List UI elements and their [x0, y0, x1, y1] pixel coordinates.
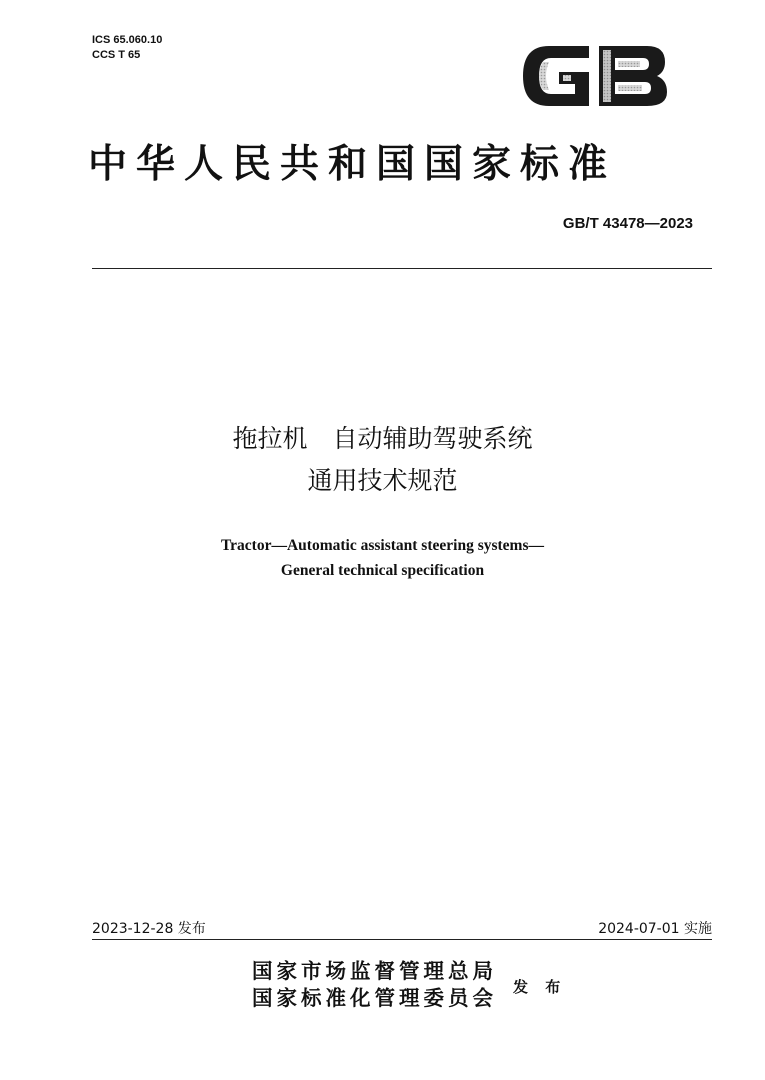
english-title-line-2: General technical specification: [280, 562, 485, 579]
ics-code: ICS 65.060.10: [92, 34, 163, 46]
gb-logo: [519, 38, 670, 114]
header-divider: [92, 268, 712, 269]
issuer-line-2: 国家标准化管理委员会: [252, 986, 497, 1010]
issuing-authorities: [252, 958, 497, 1012]
ccs-code: CCS T 65: [92, 49, 141, 61]
issuer-line-1: 国家市场监督管理总局: [252, 959, 497, 983]
english-title-line-1: Tractor—Automatic assistant steering systems—: [220, 537, 544, 554]
issue-date: 2023-12-28 发布: [92, 921, 206, 937]
classification-codes: [92, 33, 162, 63]
chinese-title: [0, 418, 765, 502]
national-standard-title: 中华人民共和国国家标准: [88, 141, 617, 187]
standard-number: GB/T 43478—2023: [562, 215, 693, 232]
chinese-title-line-1: 拖拉机 自动辅助驾驶系统: [232, 424, 533, 453]
footer-divider: [92, 939, 712, 940]
english-title: [0, 533, 765, 583]
chinese-title-line-2: 通用技术规范: [307, 466, 458, 495]
implementation-date: 2024-07-01 实施: [598, 921, 712, 937]
publish-label: 发 布: [513, 978, 567, 996]
